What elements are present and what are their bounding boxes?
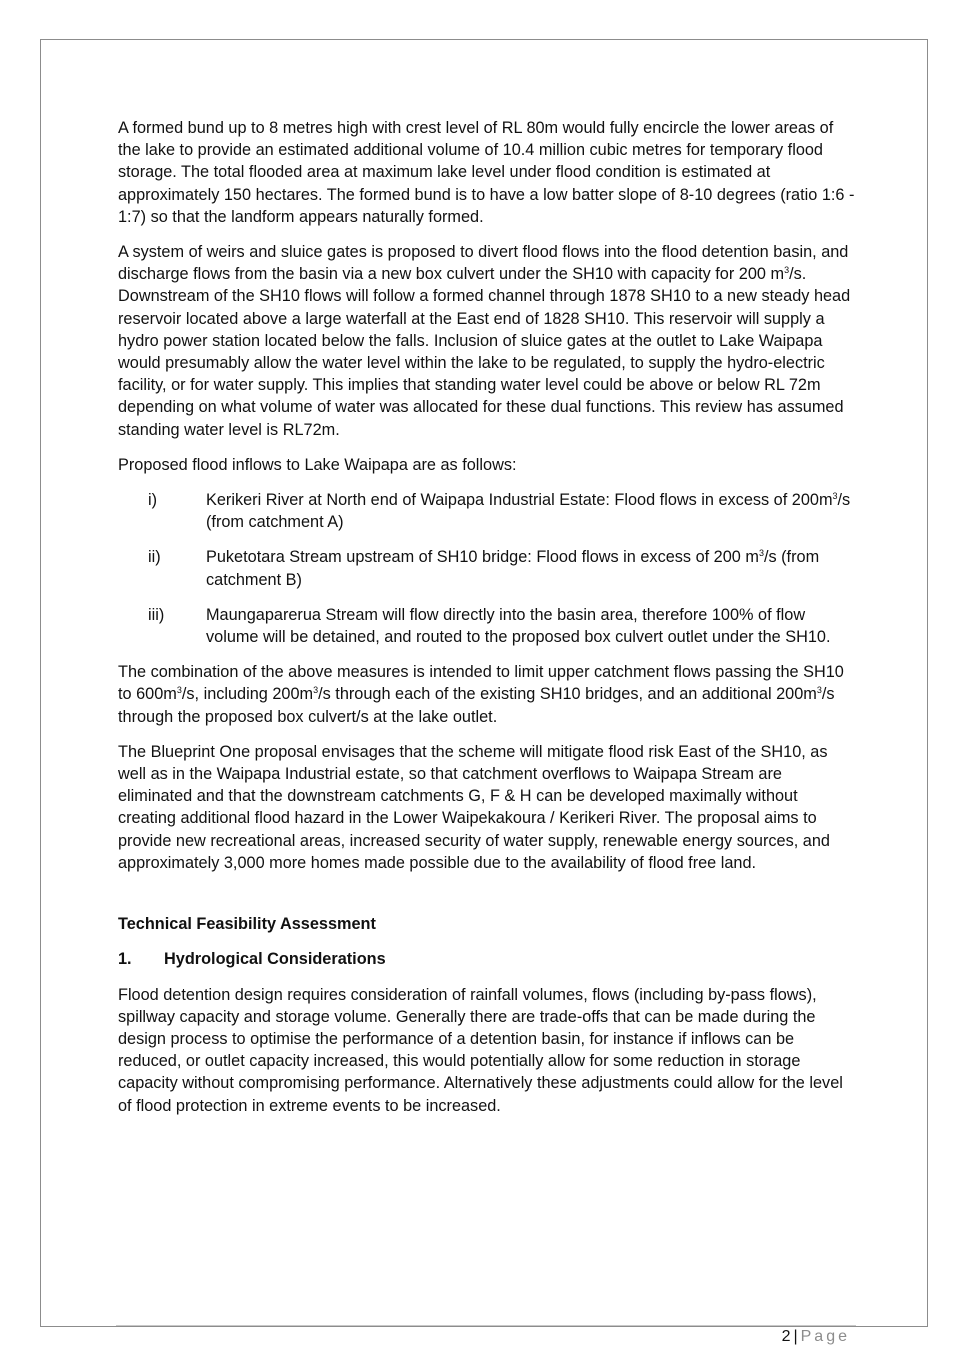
subsection-number: 1. [118,950,132,969]
list-number: ii) [148,548,161,567]
list-item-text-a: Kerikeri River at North end of Waipapa Industrial Estate: Flood flows in excess of 200m [206,491,833,510]
list-item-text-a: Puketotara Stream upstream of SH10 bridge: Flood flows in excess of 200 m [206,548,759,567]
list-item [118,546,858,590]
subsection-title: Hydrological Considerations [164,950,386,969]
paragraph-combination-text-d: /s through the proposed box culvert/s at the lake outlet. [118,685,835,726]
list-item-text-b: /s (from catchment B) [206,548,820,589]
list-number: i) [148,491,158,510]
list-item [118,604,858,648]
paragraph-blueprint: The Blueprint One proposal envisages that the scheme will mitigate flood risk East of the SH10, as well as in the Waipapa Industrial estate, so that catchment overflows to Waipapa Stream are eliminated and that the downstream catchments G, F & H can be developed maximally without creating additional flood hazard in the Lower Waipekakoura / Kerikeri River. The proposal aims to provide new recreational areas, increased security of water supply, renewable energy sources, and approximately 3,000 more homes made possible due to the availability of flood free land. [118,742,830,872]
list-item-text [206,546,858,590]
page-footer [700,1327,850,1347]
inflow-list [118,489,858,648]
list-number: iii) [148,605,165,624]
list-item-text [206,489,858,533]
paragraph-detention-design: Flood detention design requires consideration of rainfall volumes, flows (including by-pass flows), spillway capacity and storage volume. Generally there are trade-offs that can be made during the design process to optimise the performance of a detention basin, for instance if inflows can be reduced, or outlet capacity increased, this would potentially allow for some reduction in storage capacity without compromising performance. Alternatively these adjustments could allow for the level of flood protection in extreme events to be increased. [118,985,843,1115]
paragraph-weirs-text-a: A system of weirs and sluice gates is proposed to divert flood flows into the flood detention basin, and discharge flows from the basin via a new box culvert under the SH10 with capacity for 200 m [118,243,849,284]
page-separator: | [793,1328,798,1345]
list-item-text: Maungaparerua Stream will flow directly into the basin area, therefore 100% of flow volume will be detained, and routed to the proposed box culvert outlet under the SH10. [206,605,831,647]
document-body [118,117,858,1130]
paragraph-bund: A formed bund up to 8 metres high with crest level of RL 80m would fully encircle the lower areas of the lake to provide an estimated additional volume of 10.4 million cubic metres for temporary flood storage. The total flooded area at maximum lake level under flood condition is estimated at approximately 150 hectares. The formed bund is to have a low batter slope of 8-10 degrees (ratio 1:6 - 1:7) so that the landform appears naturally formed. [118,119,855,226]
section-spacer [118,887,858,913]
page-label: Page [800,1328,850,1345]
list-item [118,489,858,533]
paragraph-weirs-text-b: /s. Downstream of the SH10 flows will follow a formed channel through 1878 SH10 to a new steady head reservoir located above a large waterfall at the East end of 1828 SH10. This reservoir will supply a hydro power station located below the falls. Inclusion of sluice gates at the outlet to Lake Waipapa would presumably allow the water level within the lake to be regulated, to supply the hydro-electric facility, or for water supply. This implies that standing water level could be above or below RL 72m depending on what volume of water was allocated for these dual functions. This review has assumed standing water level is RL72m. [118,265,851,439]
paragraph-combination-text-a: The combination of the above measures is intended to limit upper catchment flows passing the SH10 to 600m [118,663,844,704]
superscript-3: 3 [832,491,838,502]
page-number: 2 [781,1328,791,1345]
paragraph-combination-text-c: /s through each of the existing SH10 bridges, and an additional 200m [318,685,817,704]
paragraph-combination-text-b: /s, including 200m [181,685,314,704]
superscript-3: 3 [758,548,764,559]
paragraph-inflows-intro: Proposed flood inflows to Lake Waipapa are as follows: [118,455,517,474]
list-item-text-b: /s (from catchment A) [206,491,851,532]
superscript-3: 3 [784,265,790,276]
footer-rule [116,1325,856,1326]
paragraph-weirs [118,241,858,441]
subsection-heading [118,948,858,970]
superscript-3: 3 [313,685,319,696]
paragraph-combination [118,661,858,728]
superscript-3: 3 [176,685,182,696]
superscript-3: 3 [816,685,822,696]
section-heading: Technical Feasibility Assessment [118,915,376,934]
